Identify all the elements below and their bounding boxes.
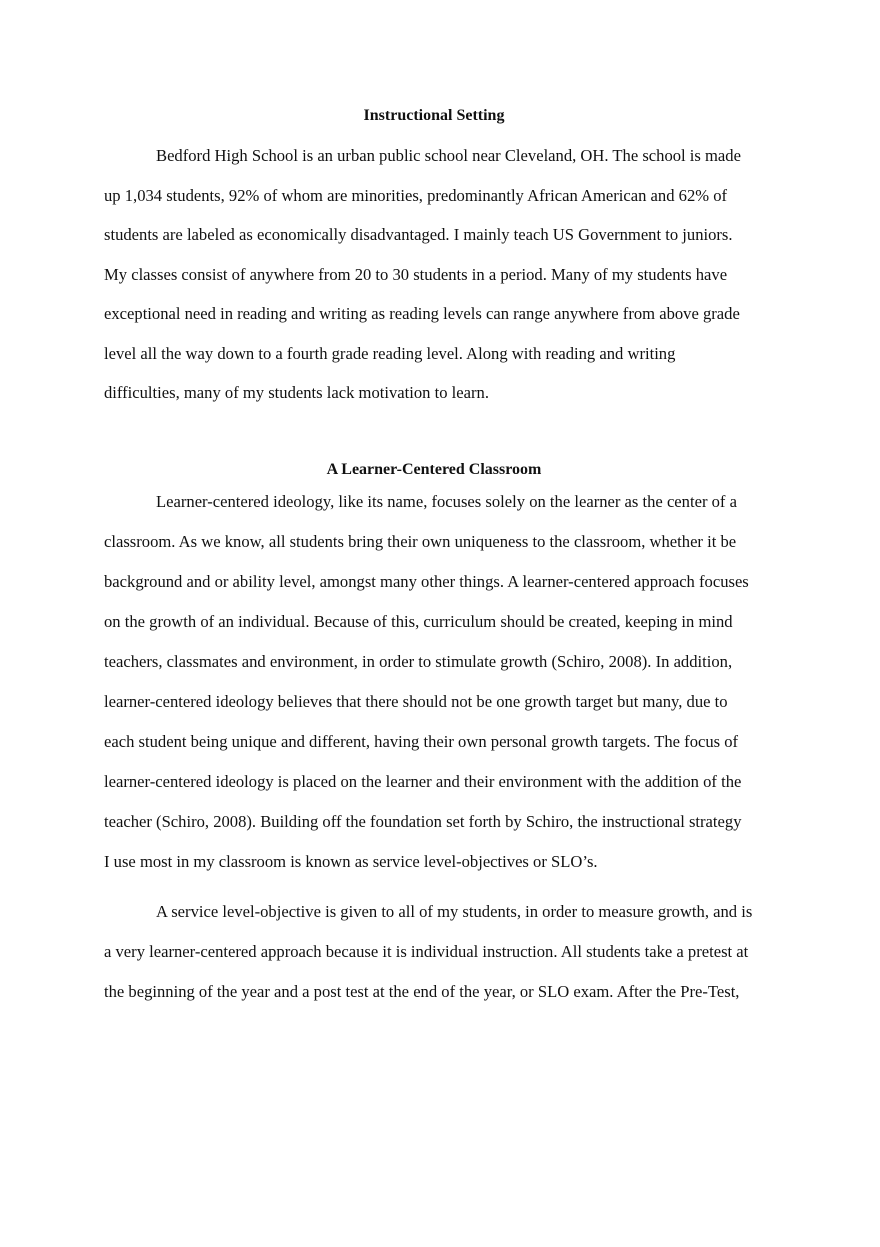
text-line: teachers, classmates and environment, in order to stimulate growth (Schiro, 2008). In addition,	[104, 652, 733, 671]
text-line: I use most in my classroom is known as service level-objectives or SLO’s.	[104, 852, 598, 871]
heading-instructional-setting: Instructional Setting	[363, 107, 505, 124]
text-line: classroom. As we know, all students bring their own uniqueness to the classroom, whether it be	[104, 532, 737, 551]
heading-learner-centered-classroom: A Learner-Centered Classroom	[326, 461, 542, 478]
text-line: Learner-centered ideology, like its name, focuses solely on the learner as the center of a	[156, 492, 737, 511]
text-line: on the growth of an individual. Because of this, curriculum should be created, keeping in mind	[104, 612, 733, 631]
text-line: learner-centered ideology believes that there should not be one growth target but many, due to	[104, 692, 728, 711]
text-line: learner-centered ideology is placed on the learner and their environment with the addition of the	[104, 772, 742, 791]
text-line: A service level-objective is given to all of my students, in order to measure growth, and is	[156, 902, 753, 921]
text-line: each student being unique and different, having their own personal growth targets. The focus of	[104, 732, 739, 751]
text-line: up 1,034 students, 92% of whom are minorities, predominantly African American and 62% of	[104, 186, 728, 205]
text-line: level all the way down to a fourth grade reading level. Along with reading and writing	[104, 344, 676, 363]
text-line: background and or ability level, amongst many other things. A learner-centered approach focuses	[104, 572, 749, 591]
text-line: exceptional need in reading and writing as reading levels can range anywhere from above grade	[104, 304, 740, 323]
text-line: students are labeled as economically disadvantaged. I mainly teach US Government to juniors.	[104, 225, 733, 244]
text-line: difficulties, many of my students lack motivation to learn.	[104, 383, 489, 402]
text-line: a very learner-centered approach because it is individual instruction. All students take a pretest at	[104, 942, 749, 961]
text-line: Bedford High School is an urban public school near Cleveland, OH. The school is made	[156, 146, 741, 165]
text-line: teacher (Schiro, 2008). Building off the foundation set forth by Schiro, the instructional strategy	[104, 812, 742, 831]
text-line: My classes consist of anywhere from 20 to 30 students in a period. Many of my students have	[104, 265, 728, 284]
text-line: the beginning of the year and a post test at the end of the year, or SLO exam. After the Pre-Test,	[104, 982, 740, 1001]
